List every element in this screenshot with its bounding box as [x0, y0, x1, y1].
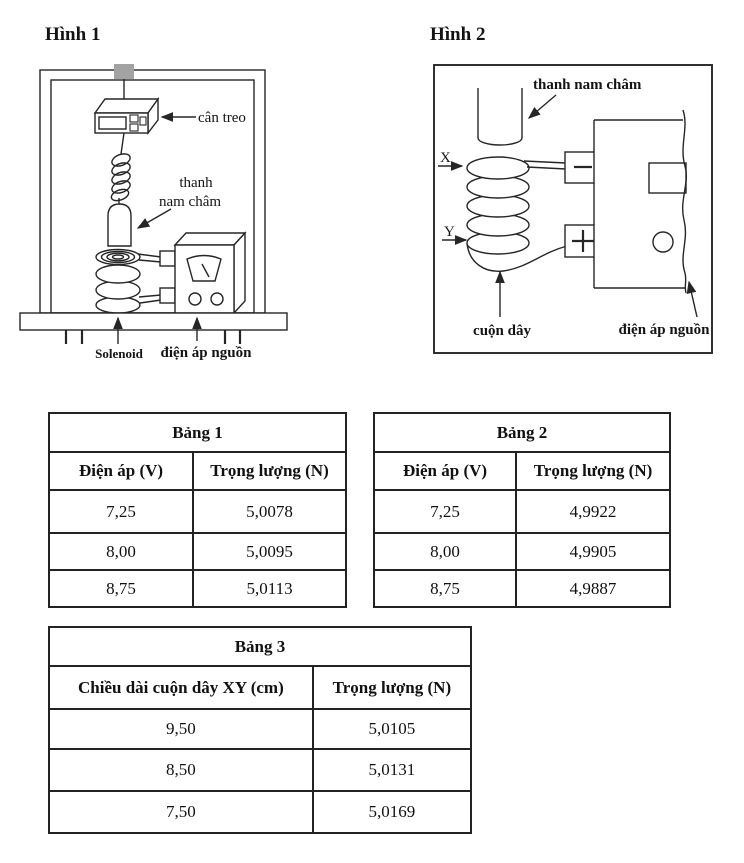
table-title: Bảng 1	[49, 413, 346, 452]
arrow-icon	[529, 95, 556, 118]
coil-icon	[467, 157, 567, 271]
thanh-nam-cham-label: thanh nam châm	[533, 77, 642, 93]
voltmeter-icon	[175, 233, 245, 313]
col-header-voltage: Điện áp (V)	[374, 452, 516, 490]
supply-panel	[649, 163, 686, 193]
magnet-icon	[108, 204, 131, 246]
y-marker	[442, 224, 466, 240]
torn-edge-icon	[683, 110, 687, 293]
table-header-row	[49, 452, 346, 490]
cell-weight: 5,0095	[193, 533, 346, 570]
y-label: Y	[444, 224, 455, 240]
x-label: X	[440, 150, 451, 166]
table-header-row	[49, 666, 471, 709]
arrow-icon	[689, 282, 697, 317]
nam-cham-label: nam châm	[158, 194, 222, 210]
arrow-icon	[138, 209, 171, 228]
table-title: Bảng 2	[374, 413, 670, 452]
cell-weight: 4,9887	[516, 570, 670, 607]
thanh-label: thanh	[179, 175, 213, 191]
table-bang-1	[48, 412, 347, 608]
cell-weight: 5,0169	[313, 791, 471, 833]
connection-wires	[138, 251, 175, 303]
power-supply-icon	[565, 110, 686, 293]
x-marker	[438, 150, 462, 166]
dien-ap-nguon-callout	[619, 282, 711, 338]
cuon-day-label: cuộn dây	[473, 323, 531, 339]
figure-2	[415, 0, 744, 370]
table-row	[374, 490, 670, 533]
col-header-weight: Trọng lượng (N)	[516, 452, 670, 490]
scale-hook-wire	[121, 133, 124, 154]
figure-1	[0, 0, 310, 375]
base-plate	[20, 313, 287, 344]
thanh-nam-cham-callout	[529, 77, 642, 118]
cell-weight: 4,9922	[516, 490, 670, 533]
cell-voltage: 7,25	[49, 490, 193, 533]
supply-knob	[653, 232, 673, 252]
cell-length: 8,50	[49, 749, 313, 791]
col-header-voltage: Điện áp (V)	[49, 452, 193, 490]
table-row	[49, 709, 471, 749]
table-title-row	[374, 413, 670, 452]
table-title: Bảng 3	[49, 627, 471, 666]
table-row	[49, 490, 346, 533]
thanh-nam-cham-callout	[138, 175, 221, 228]
table-bang-3	[48, 626, 472, 834]
cell-length: 7,50	[49, 791, 313, 833]
hanger-block	[114, 64, 134, 79]
col-header-weight: Trọng lượng (N)	[313, 666, 471, 709]
cell-voltage: 8,75	[49, 570, 193, 607]
dien-ap-nguon-label: điện áp nguồn	[618, 322, 710, 338]
cell-weight: 5,0113	[193, 570, 346, 607]
dien-ap-nguon-label: điện áp nguồn	[160, 345, 252, 361]
solenoid-label: Solenoid	[95, 346, 143, 361]
table-bang-2	[373, 412, 671, 608]
magnet-icon	[478, 88, 522, 145]
col-header-coil-length: Chiều dài cuộn dây XY (cm)	[49, 666, 313, 709]
figure-1-title: Hình 1	[45, 24, 101, 45]
table-row	[374, 570, 670, 607]
solenoid-coil-icon	[96, 250, 140, 314]
spring-icon	[110, 152, 132, 203]
coil-top-wire	[524, 161, 566, 163]
cell-weight: 4,9905	[516, 533, 670, 570]
cuon-day-callout	[473, 272, 531, 339]
can-treo-callout	[162, 110, 246, 126]
figure-2-title: Hình 2	[430, 24, 486, 45]
cell-voltage: 7,25	[374, 490, 516, 533]
table-title-row	[49, 627, 471, 666]
cell-weight: 5,0105	[313, 709, 471, 749]
cell-voltage: 8,75	[374, 570, 516, 607]
can-treo-label: cân treo	[198, 110, 246, 126]
table-row	[49, 533, 346, 570]
coil-top-wire	[527, 167, 566, 169]
cell-voltage: 8,00	[374, 533, 516, 570]
table-row	[374, 533, 670, 570]
col-header-weight: Trọng lượng (N)	[193, 452, 346, 490]
cell-length: 9,50	[49, 709, 313, 749]
table-row	[49, 570, 346, 607]
table-header-row	[374, 452, 670, 490]
table-title-row	[49, 413, 346, 452]
table-row	[49, 791, 471, 833]
cell-weight: 5,0078	[193, 490, 346, 533]
cell-weight: 5,0131	[313, 749, 471, 791]
hanging-scale-icon	[95, 99, 158, 133]
table-row	[49, 749, 471, 791]
cell-voltage: 8,00	[49, 533, 193, 570]
